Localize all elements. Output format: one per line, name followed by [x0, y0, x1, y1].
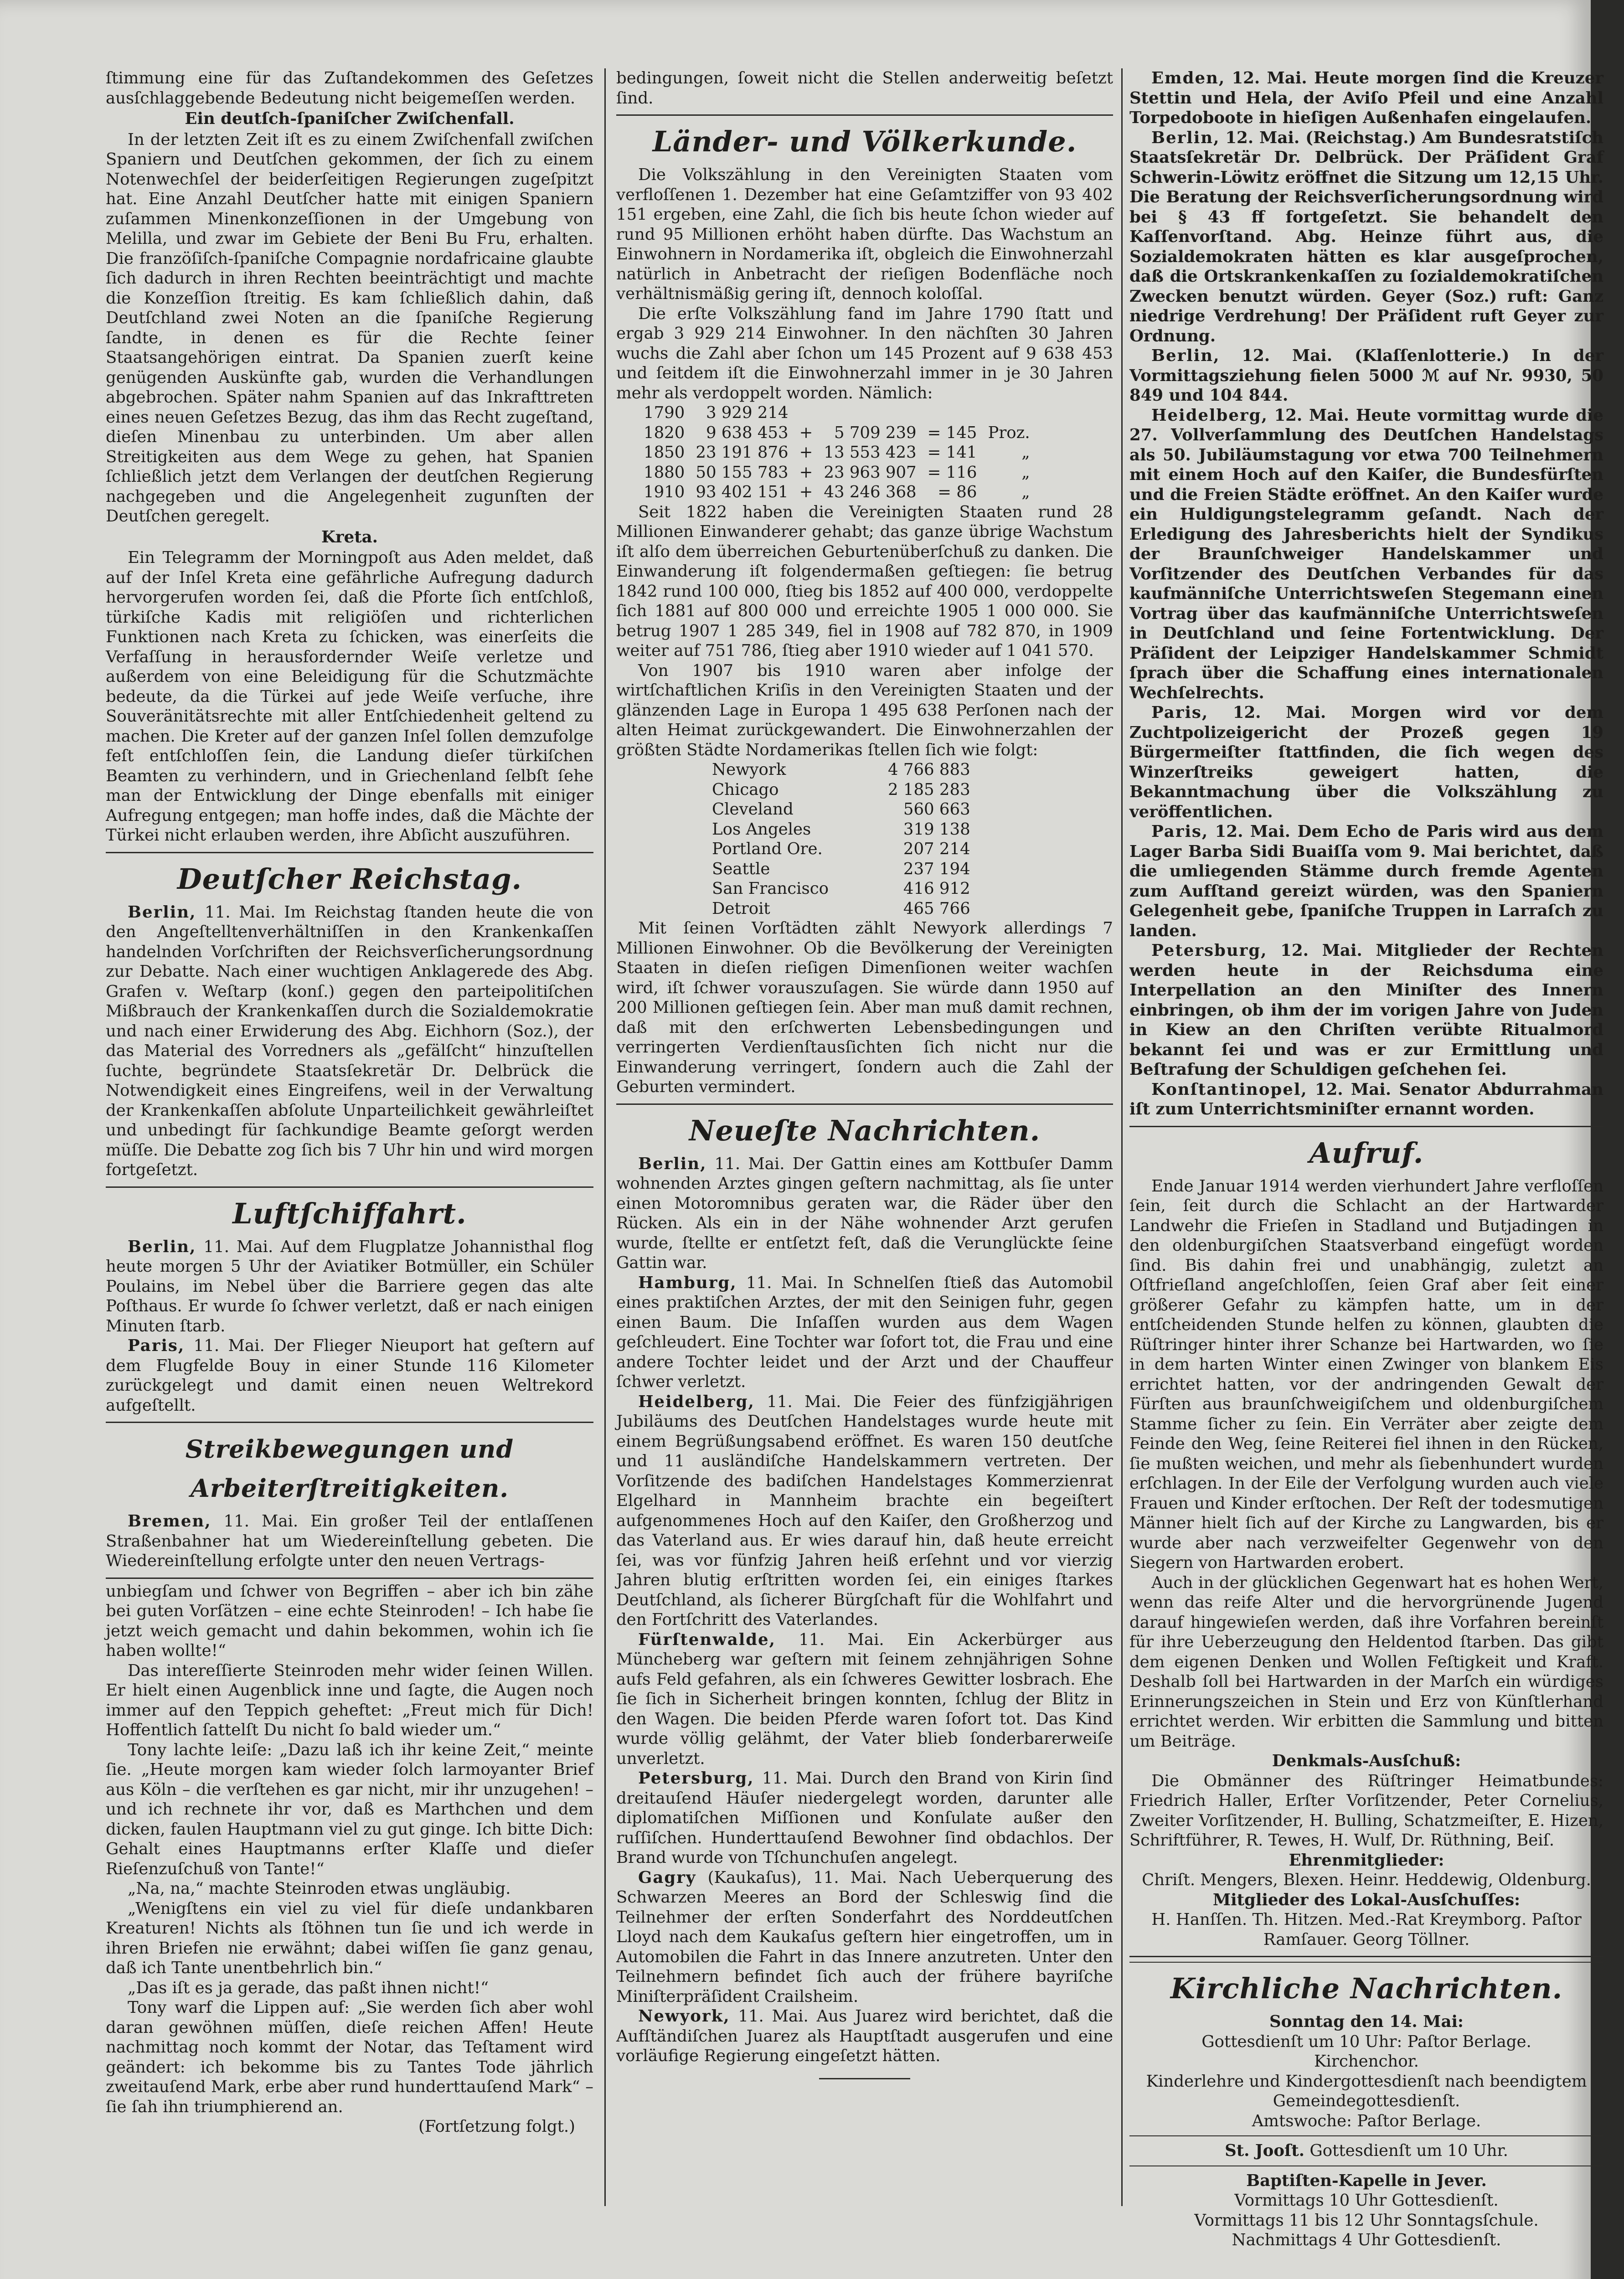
dateline: Emden, — [1151, 69, 1226, 88]
news-item: Newyork, 11. Mai. Aus Juarez wird berichtet, daß die Aufſtändiſchen Juarez als Hauptſtadt ausgerufen und eine vorläufige Regierung eingeſetzt hätten. — [616, 2007, 1113, 2065]
committee-title: Mitglieder des Lokal-Ausſchuſſes: — [1212, 1890, 1521, 1909]
section-heading: Neueſte Nachrichten. — [689, 1114, 1041, 1147]
committee-title: Ehrenmitglieder: — [1289, 1851, 1444, 1870]
section-heading: Streikbewegungen und Arbeiterſtreitigkeiten. — [185, 1434, 514, 1503]
divider — [1129, 1126, 1603, 1127]
table-row: Chicago 2 185 283 — [712, 780, 970, 799]
table-row: Seattle 237 194 — [712, 859, 970, 878]
dateline: Gagry — [638, 1868, 696, 1887]
fiction-paragraph: Tony lachte leiſe: „Dazu laß ich ihr keine Zeit,“ meinte ſie. „Heute morgen kam wieder ſolch larmoyanter Brief aus Köln – die verſtehen es gar nicht, mir ihr unzugehen! – und ich rechnete ihr vor, daß es Marthchen und dem dicken, faulen Hauptmann viel zu gut ginge. Ich bitte Dich: Gehalt eines Hauptmanns erſter Klaſſe und dieſer Rieſenzuſchuß von Tante!“ — [106, 1740, 593, 1878]
committee-title: Denkmals-Ausſchuß: — [1272, 1752, 1461, 1770]
news-item: Petersburg, 12. Mai. Mitglieder der Rechten werden heute in der Reichsduma eine Interpellation an den Miniſter des Innern einbringen, ob ihm der im vorigen Jahre von Juden in Kiew an den Chriſten verübte Ritualmord bekannt ſei und was er zur Ermittlung und Beſtrafung der Schuldigen geſchehen ſei. — [1129, 941, 1603, 1079]
news-item: Hamburg, 11. Mai. In Schnelſen ſtieß das Automobil eines praktiſchen Arztes, der mit den Seinigen fuhr, gegen einen Baum. Die Inſaſſen wurden aus dem Wagen geſchleudert. Eine Tochter war ſofort tot, die Frau und eine andere Tochter leidet und der Arzt und der Chauffeur ſchwer verletzt. — [616, 1273, 1113, 1391]
news-item: Berlin, 11. Mai. Im Reichstag ſtanden heute die von den Angeſtelltenverhältniſſen in den Krankenkaſſen handelnden Vorſchriften der Reichsverſicherungsordnung zur Debatte. Nach einer wuchtigen Anklagerede des Abg. Grafen v. Weſtarp (konſ.) gegen den parteipolitiſchen Mißbrauch der Krankenkaſſen durch die Sozialdemokratie und nach einer Erwiderung des Abg. Eichhorn (Soz.), der das Material des Vorredners als „gefälſcht“ hinzuſtellen ſuchte, begründete Staatsſekretär Dr. Delbrück die Notwendigkeit eines Eingreifens, weil in der Verwaltung der Krankenkaſſen abſolute Unparteilichkeit gewährleiſtet und unbedingt für ſachkundige Beamte geſorgt werden müſſe. Die Debatte zog ſich bis 7 Uhr hin und wird morgen fortgeſetzt. — [106, 902, 593, 1179]
fiction-paragraph: Das intereſſierte Steinroden mehr wider ſeinen Willen. Er hielt einen Augenblick inne und ſagte, die Augen noch immer auf den Teppich geheftet: „Freut mich für Dich! Hoffentlich ſattelſt Du nicht ſo bald wieder um.“ — [106, 1661, 593, 1739]
paragraph: In der letzten Zeit iſt es zu einem Zwiſchenfall zwiſchen Spaniern und Deutſchen gekommen, der ſich zu einem Notenwechſel der beiderſeitigen Regierungen zugeſpitzt hat. Eine Anzahl Deutſcher hatte mit einigen Spaniern zuſammen Minenkonzeſſionen in der Umgebung von Melilla, und zwar im Gebiete der Beni Bu Fru, erhalten. Die franzöſiſch-ſpaniſche Compagnie nordafricaine glaubte ſich dadurch in ihren Rechten beeinträchtigt und machte die Konzeſſion ſtreitig. Es kam ſchließlich dahin, daß Deutſchland zwei Noten an die ſpaniſche Regierung ſandte, in denen es für die Rechte ſeiner Staatsangehörigen eintrat. Da Spanien zuerſt keine genügenden Auskünfte gab, wurden die Verhandlungen abgebrochen. Später nahm Spanien auf das Inkrafttreten eines neuen Geſetzes Bezug, das ihm das Recht zugeſtand, dieſen Minenbau zu unterbinden. Um aber allen Streitigkeiten aus dem Wege zu gehen, hat Spanien ſchließlich jetzt dem Verlangen der deutſchen Regierung nachgegeben und die Angelegenheit zugunſten der Deutſchen geregelt. — [106, 130, 593, 526]
news-item: Fürſtenwalde, 11. Mai. Ein Ackerbürger aus Müncheberg war geſtern mit ſeinem zehnjährigen Sohne aufs Feld gefahren, als ein ſchweres Gewitter losbrach. Ehe ſie ſich in Sicherheit bringen konnten, ſchlug der Blitz in den Wagen. Die beiden Pferde waren ſofort tot. Das Kind wurde völlig gelähmt, der Vater blieb ſonderbarerweiſe unverletzt. — [616, 1630, 1113, 1768]
committee-members: Die Obmänner des Rüſtringer Heimatbundes: Friedrich Haller, Erſter Vorſitzender, Peter Cornelius, Zweiter Vorſitzender, H. Bulling, Schatzmeiſter, E. Hizen, Schriftführer, R. Tewes, H. Wulf, Dr. Rüthning, Beiſ. — [1129, 1771, 1603, 1850]
dateline: Petersburg, — [1151, 941, 1268, 960]
dateline: Hamburg, — [638, 1273, 737, 1292]
dateline: Berlin, — [638, 1154, 707, 1173]
news-item: Berlin, 12. Mai. (Reichstag.) Am Bundesratstiſch Staatsſekretär Dr. Delbrück. Der Präſident Graf Schwerin-Löwitz eröffnet die Sitzung um 12,15 Uhr. Die Beratung der Reichsverſicherungsordnung wird bei § 43 ff fortgeſetzt. Sie behandelt den Kaſſenvorſtand. Abg. Heinze führt aus, die Sozialdemokraten hätten es klar ausgeſprochen, daß die Ortskrankenkaſſen zu ſozialdemokratiſchen Zwecken benutzt würden. Geyer (Soz.) ruft: Ganz niedrige Verdrehung! Der Präſident ruft Geyer zur Ordnung. — [1129, 128, 1603, 345]
service-line: Vormittags 11 bis 12 Uhr Sonntagsſchule. — [1194, 2211, 1539, 2230]
divider — [1129, 1962, 1603, 1963]
dateline: Newyork, — [638, 2007, 730, 2026]
paragraph: Die erſte Volkszählung fand im Jahre 1790 ſtatt und ergab 3 929 214 Einwohner. In den nächſten 30 Jahren wuchs die Zahl aber ſchon um 145 Prozent auf 9 638 453 und ſeitdem iſt die Einwohnerzahl immer in je 30 Jahren mehr als verdoppelt worden. Nämlich: — [616, 304, 1113, 402]
fiction-paragraph: „Na, na,“ machte Steinroden etwas ungläubig. — [128, 1879, 511, 1898]
section-heading: Luftſchiffahrt. — [232, 1196, 467, 1230]
column-3 — [1129, 68, 1603, 2249]
service-line: Gottesdienſt um 10 Uhr: Paſtor Berlage. — [1201, 2032, 1531, 2051]
census-table — [644, 403, 1036, 502]
dateline: Paris, — [128, 1336, 185, 1355]
dateline: Berlin, — [1151, 346, 1220, 365]
dateline: Paris, — [1151, 703, 1209, 722]
news-item: Heidelberg, 11. Mai. Die Feier des fünfzigjährigen Jubiläums des Deutſchen Handelstages wurde heute mit einem Begrüßungsabend eröffnet. Es waren 150 deutſche und 11 ausländiſche Handelskammern vertreten. Der Vorſitzende des badiſchen Handelstages Kommerzienrat Elgelhard in Mannheim brachte ein begeiſtert aufgenommenes Hoch auf den Kaiſer, den Großherzog und das Vaterland aus. Er wies darauf hin, daß heute erreicht ſei, was vor fünfzig Jahren heiß erſehnt und vor vierzig Jahren blutig erſtritten worden ſei, ein einiges ſtarkes Deutſchland, als ſicherer Bürgſchaft für die Wohlfahrt und den Fortſchritt des Vaterlandes. — [616, 1392, 1113, 1629]
dateline: Konſtantinopel, — [1151, 1080, 1308, 1099]
paragraph: Auch in der glücklichen Gegenwart hat es hohen Wert, wenn das reife Alter und die hervorgrünende Jugend darauf hingewieſen werden, daß ihre Vorfahren bereinſt für ihre Ueberzeugung den Heldentod ſtarben. Das gibt dem eigenen Denken und Wollen Feſtigkeit und Kraft. Deshalb ſoll bei Hartwarden in der Marſch ein würdiges Erinnerungszeichen in Stein und Erz von Künſtlerhand errichtet werden. Wir erbitten die Sammlung und bitten um Beiträge. — [1129, 1573, 1603, 1751]
chapel-name: Baptiſten-Kapelle in Jever. — [1246, 2171, 1487, 2190]
news-item: Bremen, 11. Mai. Ein großer Teil der entlaſſenen Straßenbahner hat um Wiedereinſtellung gebeten. Die Wiedereinſtellung erfolgte unter den neuen Vertrags- — [106, 1512, 593, 1570]
divider — [106, 852, 593, 853]
news-item: Konſtantinopel, 12. Mai. Senator Abdurrahman iſt zum Unterrichtsminiſter ernannt worden. — [1129, 1080, 1603, 1119]
divider — [616, 1103, 1113, 1105]
service-line: St. Jooſt. Gottesdienſt um 10 Uhr. — [1225, 2141, 1508, 2160]
dateline: Berlin, — [128, 902, 196, 922]
divider — [106, 1422, 593, 1423]
fiction-paragraph: „Das iſt es ja gerade, das paßt ihnen nicht!“ — [128, 1978, 489, 1997]
paragraph: Ende Januar 1914 werden vierhundert Jahre verfloſſen ſein, ſeit durch die Schlacht an der Hartwarder Landwehr die Frieſen in Stadland und Butjadingen in den oldenburgiſchen Staatsverband eingefügt worden ſind. Bis dahin frei und unabhängig, zuletzt an Oſtfrieſland angeſchloſſen, ſeien Graf aber ſeit einer größerer Gefahr zu kämpfen hatte, um in der entſcheidenden Stunde helfen zu können, glaubten die Rüſtringer hinter ihrer Schanze bei Hartwarden, wo ſie in dem harten Winter einen Zwinger von blankem Eis errichtet hatten, vor der andringenden Gewalt der Fürſten aus braunſchweigiſchem und oldenburgiſchem Stamme ſicher zu ſein. Ein Verräter aber zeigte dem Feinde den Weg, ſeine Reiterei fiel ihnen in den Rücken, ſie mußten weichen, und mehr als ſiebenhundert wurden erſchlagen. In der Eile der Verfolgung wurden auch viele Frauen und Kinder erſtochen. Der Reſt der todesmutigen Männer hielt ſich auf der Kirche zu Langwarden, bis er wurde aber nach verzweifelter Gegenwehr von den Siegern von Hartwarden erobert. — [1129, 1176, 1603, 1572]
table-row: 1880 50 155 783 + 23 963 907 = 116 „ — [644, 463, 1030, 482]
parish-name: St. Jooſt. — [1225, 2141, 1305, 2160]
divider — [1129, 2135, 1603, 2136]
service-line: Kinderlehre und Kindergottesdienſt nach beendigtem Gemeindegottesdienſt. — [1146, 2072, 1587, 2110]
divider — [616, 114, 1113, 116]
news-item: Paris, 12. Mai. Dem Echo de Paris wird aus dem Lager Barba Sidi Buaiſſa vom 9. Mai berichtet, daß die umliegenden Stämme durch fremde Agenten zum Aufſtand gereizt würden, was den Spaniern Gelegenheit gebe, ſpaniſche Truppen in Larraſch zu landen. — [1129, 822, 1603, 940]
news-item: Paris, 11. Mai. Der Flieger Nieuport hat geſtern auf dem Flugfelde Bouy in einer Stunde 116 Kilometer zurückgelegt und damit einen neuen Weltrekord aufgeſtellt. — [106, 1336, 593, 1415]
column-1 — [106, 68, 593, 2206]
table-row: Detroit 465 766 — [712, 899, 970, 918]
section-subtitle: Ein deutſch-ſpaniſcher Zwiſchenfall. — [185, 109, 515, 128]
section-subtitle: Kreta. — [321, 527, 378, 547]
service-line: Kirchenchor. — [1314, 2052, 1419, 2071]
dateline: Paris, — [1151, 822, 1209, 841]
fiction-paragraph: „Wenigſtens ein viel zu viel für dieſe undankbaren Kreaturen! Nichts als ſtöhnen tun ſie und ich werde in ihren Briefen nie erwähnt; dabei wiſſen ſie ganz genau, daß ich Tante unentbehrlich bin.“ — [106, 1899, 593, 1977]
end-rule — [819, 2078, 910, 2079]
continuation-note: (Fortſetzung folgt.) — [418, 2117, 575, 2136]
section-heading: Aufruf. — [1309, 1136, 1424, 1170]
news-item: Heidelberg, 12. Mai. Heute vormittag wurde die 27. Vollverſammlung des Deutſchen Handelstags als 50. Jubiläumstagung vor etwa 700 Teilnehmern mit einem Hoch auf den Kaiſer, die Bundesfürſten und die Freien Städte eröffnet. An den Kaiſer wurde ein Huldigungstelegramm geſandt. Nach der Erledigung des Jahresberichts hielt der Syndikus der Braunſchweiger Handelskammer und Vorſitzender des Deutſchen Verbandes für das kaufmänniſche Unterrichtsweſen Stegemann einen Vortrag über das kaufmänniſche Unterrichtsweſen in Deutſchland und ſeine Fortentwicklung. Der Präſident der Leipziger Handelskammer Schmidt ſprach über die Schaffung eines internationalen Wechſelrechts. — [1129, 406, 1603, 702]
table-row: 1850 23 191 876 + 13 553 423 = 141 „ — [644, 443, 1030, 462]
section-heading: Länder- und Völkerkunde. — [652, 125, 1077, 158]
paragraph: ſtimmung eine für das Zuſtandekommen des Geſetzes ausſchlaggebende Bedeutung nicht beigemeſſen werden. — [106, 69, 593, 108]
dateline: Fürſtenwalde, — [638, 1630, 776, 1649]
table-row: Portland Ore. 207 214 — [712, 840, 970, 858]
service-line: Vormittags 10 Uhr Gottesdienſt. — [1234, 2191, 1499, 2210]
paragraph: Die Volkszählung in den Vereinigten Staaten vom verfloſſenen 1. Dezember hat eine Geſamtziffer von 93 402 151 ergeben, eine Zahl, die ſich bis heute ſchon wieder auf rund 95 Millionen erhöht haben dürfte. Das Wachstum an Einwohnern in Nordamerika iſt, obgleich die Einwohnerzahl natürlich in Anbetracht der rieſigen Bodenfläche noch verhältnismäßig gering iſt, dennoch koloſſal. — [616, 165, 1113, 303]
divider — [106, 1186, 593, 1188]
news-item: Emden, 12. Mai. Heute morgen ſind die Kreuzer Stettin und Hela, der Aviſo Pfeil und eine Anzahl Torpedoboote in hieſigen Außenhafen eingelaufen. — [1129, 69, 1603, 127]
column-2 — [616, 68, 1113, 2206]
service-line: Amtswoche: Paſtor Berlage. — [1252, 2111, 1481, 2130]
paragraph: Von 1907 bis 1910 waren aber infolge der wirtſchaftlichen Kriſis in den Vereinigten Staaten und der glänzenden Lage in Europa 1 495 638 Perſonen nach der alten Heimat zurückgewandert. Die Einwohnerzahlen der größten Städte Nordamerikas ſtellen ſich wie folgt: — [616, 661, 1113, 759]
table-row: Los Angeles 319 138 — [712, 820, 970, 839]
table-row: 1820 9 638 453 + 5 709 239 = 145 Proz. — [644, 423, 1030, 442]
paragraph: Ein Telegramm der Morningpoſt aus Aden meldet, daß auf der Inſel Kreta eine gefährliche Aufregung dadurch hervorgerufen worden ſei, daß die Pforte ſich entſchloß, türkiſche Kadis mit religiöſen und richterlichen Funktionen nach Kreta zu ſchicken, was einerſeits die Verfaſſung in herausfordernder Weiſe verletze und außerdem von eine Beleidigung für die Schutzmächte bedeute, da die Türkei auf jede Weiſe verſuche, ihre Souveränitätsrechte mit aller Entſchiedenheit geltend zu machen. Die Kreter auf der ganzen Inſel ſollen demzufolge feſt entſchloſſen ſein, die Landung dieſer türkiſchen Beamten zu verhindern, und in Griechenland ſelbſt ſehe man der Entwicklung der Dinge ebenfalls mit einiger Aufregung entgegen; man hoffe indes, daß die Mächte der Türkei nicht erlauben werden, ihre Abſicht auszuführen. — [106, 548, 593, 845]
dateline: Petersburg, — [638, 1769, 754, 1788]
paragraph: Mit ſeinen Vorſtädten zählt Newyork allerdings 7 Millionen Einwohner. Ob die Bevölkerung der Vereinigten Staaten in dieſen rieſigen Dimenſionen weiter wachſen wird, iſt ſchwer vorauszuſagen. Sie würde dann 1950 auf 200 Millionen geſtiegen ſein. Aber man muß damit rechnen, daß mit den erſchwerten Lebensbedingungen und verringerten Verdienſtausſichten ſich nicht nur die Einwanderung verringert, ſondern auch die Zahl der Geburten vermindert. — [616, 919, 1113, 1096]
news-item: Berlin, 12. Mai. (Klaſſenlotterie.) In der Vormittagsziehung fielen 5000 ℳ auf Nr. 9930, 50 849 und 104 844. — [1129, 346, 1603, 405]
table-row: 1790 3 929 214 — [644, 403, 789, 422]
section-heading: Kirchliche Nachrichten. — [1170, 1972, 1563, 2005]
news-item: Gagry (Kaukaſus), 11. Mai. Nach Ueberquerung des Schwarzen Meeres an Bord der Schleswig ſind die Teilnehmer der erſten Sonderfahrt des Norddeutſchen Lloyd nach dem Kaukaſus geſtern hier eingetroffen, um in Automobilen die Fahrt in das Innere anzutreten. Unter den Teilnehmern befindet ſich auch der frühere bayriſche Miniſterpräſident Crailsheim. — [616, 1868, 1113, 2006]
column-rule — [604, 68, 606, 2206]
committee-members: H. Hanſſen. Th. Hitzen. Med.-Rat Kreymborg. Paſtor Ramſauer. Georg Töllner. — [1151, 1910, 1582, 1949]
paragraph: bedingungen, ſoweit nicht die Stellen anderweitig beſetzt ſind. — [616, 69, 1113, 108]
service-date: Sonntag den 14. Mai: — [1269, 2012, 1464, 2031]
table-row: 1910 93 402 151 + 43 246 368 = 86 „ — [644, 483, 1030, 501]
service-line: Nachmittags 4 Uhr Gottesdienſt. — [1232, 2231, 1501, 2249]
dateline: Berlin, — [128, 1237, 196, 1256]
paragraph: Seit 1822 haben die Vereinigten Staaten rund 28 Millionen Einwanderer gehabt; das ganze übrige Wachstum iſt alſo dem überreichen Geburtenüberſchuß zu danken. Die Einwanderung iſt folgendermaßen geſtiegen: ſie betrug 1842 rund 100 000, ſtieg bis 1852 auf 400 000, verdoppelte ſich 1881 auf 800 000 und erreichte 1905 1 000 000. Sie betrug 1907 1 285 349, fiel in 1908 auf 782 870, in 1909 weiter auf 751 786, ſtieg aber 1910 wieder auf 1 041 570. — [616, 502, 1113, 660]
fiction-paragraph: unbiegſam und ſchwer von Begriffen – aber ich bin zähe bei guten Vorſätzen – eine echte Steinroden! – Ich habe ſie jetzt weich gemacht und dahin bekommen, wohin ich ſie haben wollte!“ — [106, 1582, 593, 1660]
fiction-paragraph: Tony warf die Lippen auf: „Sie werden ſich aber wohl daran gewöhnen müſſen, dieſe reichen Affen! Heute nachmittag noch kommt der Notar, das Teſtament wird geändert: ich bekomme bis zu Tantes Tode jährlich zweitauſend Mark, erbe aber rund hunderttauſend Mark“ – ſie ſah ihn triumphierend an. — [106, 1998, 593, 2116]
table-row: San Francisco 416 912 — [712, 879, 970, 898]
cities-table — [707, 760, 975, 918]
news-item: Petersburg, 11. Mai. Durch den Brand von Kirin ſind dreitauſend Häuſer niedergelegt worden, darunter alle diplomatiſchen Miſſionen und Konſulate außer den ruſſiſchen. Hunderttauſend Bewohner ſind obdachlos. Der Brand wurde von Tſchunchuſen angelegt. — [616, 1769, 1113, 1867]
divider — [106, 1578, 593, 1579]
divider — [1129, 1956, 1603, 1957]
dateline: Heidelberg, — [638, 1392, 755, 1411]
dateline: Berlin, — [1151, 128, 1220, 147]
dateline: Bremen, — [128, 1512, 211, 1531]
dateline: Heidelberg, — [1151, 406, 1268, 425]
table-row: Cleveland 560 663 — [712, 800, 970, 819]
column-rule — [1121, 68, 1123, 2206]
news-item: Berlin, 11. Mai. Auf dem Flugplatze Johannisthal flog heute morgen 5 Uhr der Aviatiker Botmüller, ein Schüler Poulains, im Nebel über die Barriere gegen das alte Poſthaus. Er wurde ſo ſchwer verletzt, daß er nach einigen Minuten ſtarb. — [106, 1237, 593, 1335]
committee-members: Chriſt. Mengers, Blexen. Heinr. Heddewig, Oldenburg. — [1142, 1871, 1591, 1889]
section-heading: Deutſcher Reichstag. — [177, 862, 522, 896]
news-item: Paris, 12. Mai. Morgen wird vor dem Zuchtpolizeigericht der Prozeß gegen 19 Bürgermeiſter ſtattfinden, die ſich wegen des Winzerſtreiks geweigert hatten, die Bekanntmachung über die Volkszählung zu veröffentlichen. — [1129, 703, 1603, 821]
table-row: Newyork 4 766 883 — [712, 760, 970, 779]
news-item: Berlin, 11. Mai. Der Gattin eines am Kottbuſer Damm wohnenden Arztes gingen geſtern nachmittag, als ſie unter einen Motoromnibus geraten war, die Räder über den Rücken. Als ein in der Nähe wohnender Arzt gerufen wurde, ſtellte er entſetzt feſt, daß die Verunglückte ſeine Gattin war. — [616, 1154, 1113, 1272]
